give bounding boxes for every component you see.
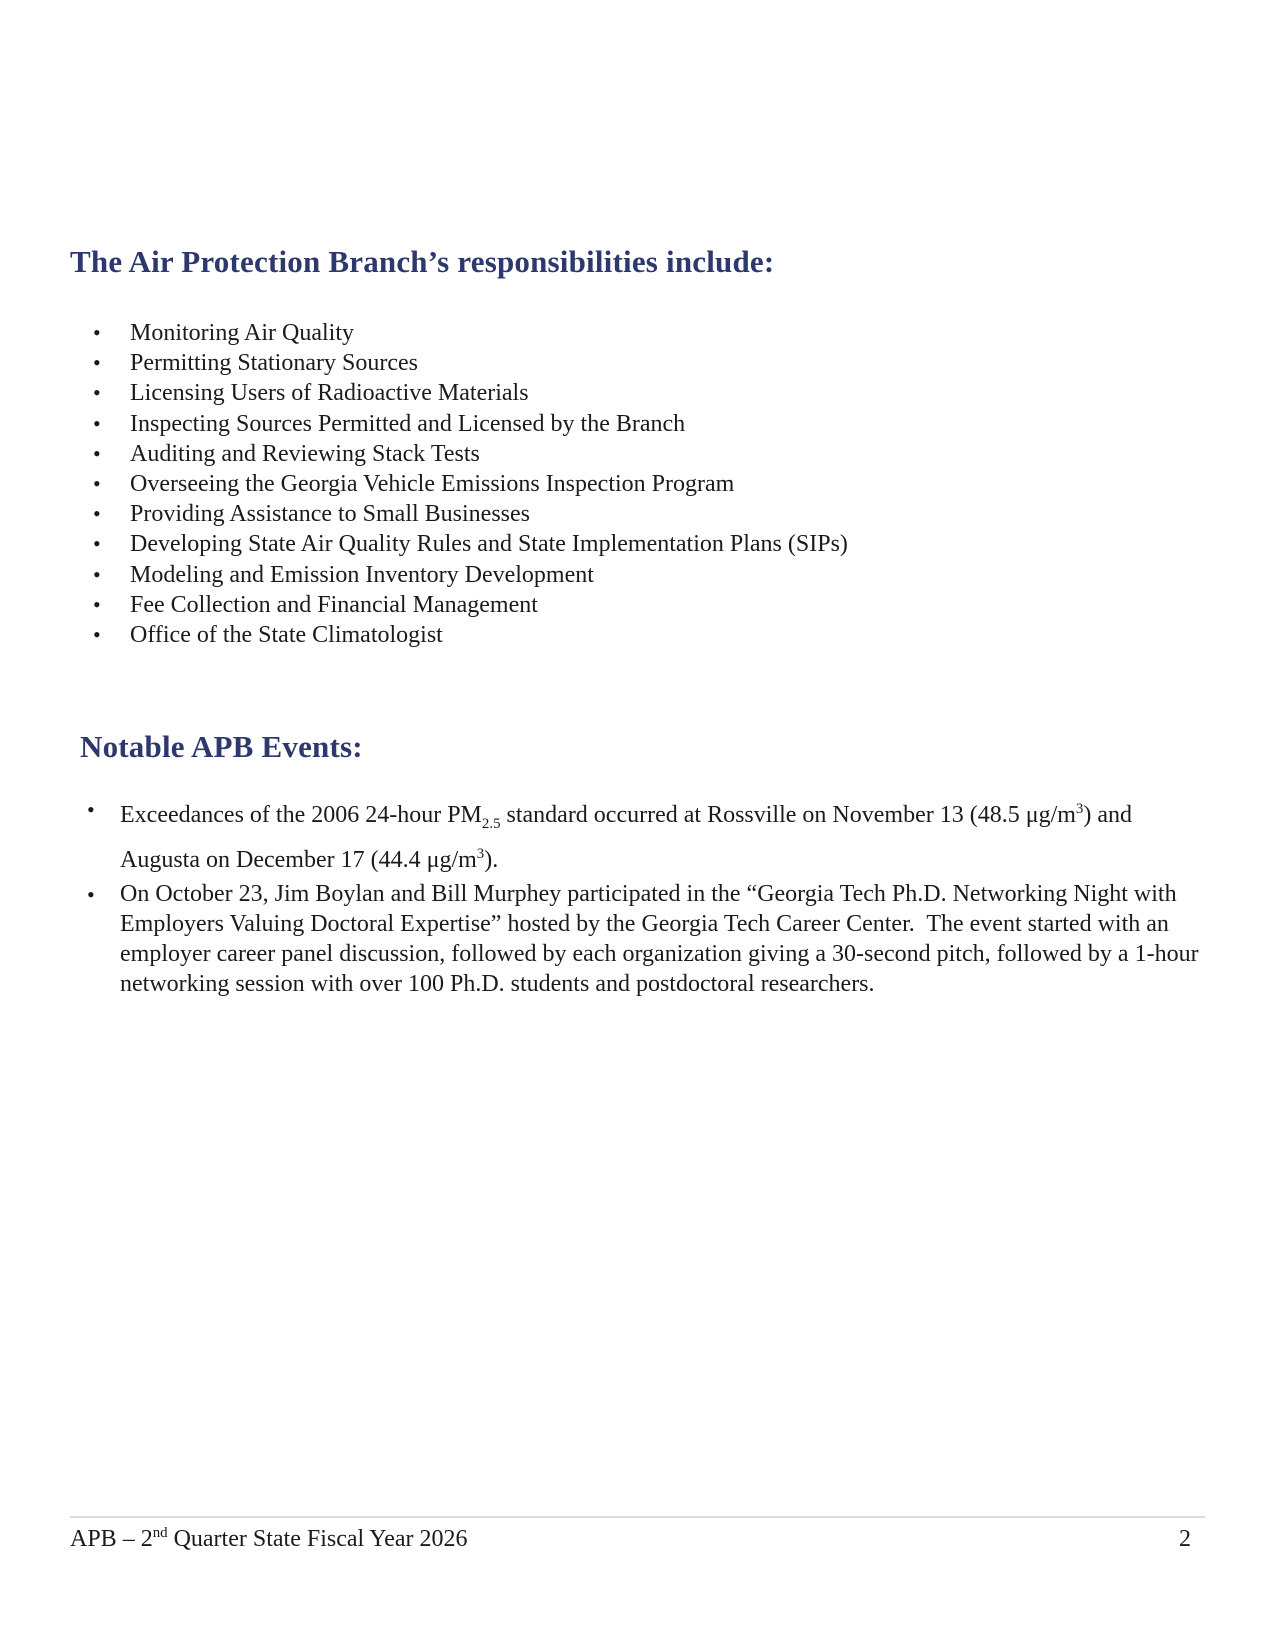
responsibilities-heading: The Air Protection Branch’s responsibilities include:	[70, 244, 775, 279]
footer-report-title: APB – 2nd Quarter State Fiscal Year 2026	[70, 1525, 468, 1552]
bullet-icon: •	[93, 410, 101, 436]
events-heading: Notable APB Events:	[80, 729, 363, 765]
page-number: 2	[1179, 1526, 1191, 1552]
responsibility-list-item	[93, 439, 1205, 469]
responsibility-text: Licensing Users of Radioactive Materials	[130, 380, 529, 407]
responsibility-text: Overseeing the Georgia Vehicle Emissions Inspection Program	[130, 471, 735, 498]
page-footer	[70, 1516, 1205, 1553]
responsibility-text: Developing State Air Quality Rules and State Implementation Plans (SIPs)	[130, 531, 848, 558]
event-list-item	[87, 795, 1205, 875]
responsibility-list-item	[93, 499, 1205, 529]
responsibility-text: Providing Assistance to Small Businesses	[130, 501, 531, 528]
responsibility-list-item	[93, 529, 1205, 559]
responsibility-list-item	[93, 620, 1205, 650]
responsibility-text: Monitoring Air Quality	[130, 320, 354, 346]
responsibility-list-item	[93, 378, 1205, 408]
responsibility-text: Fee Collection and Financial Management	[130, 591, 538, 618]
responsibility-list-item	[93, 590, 1205, 620]
responsibility-list-item	[93, 318, 1205, 348]
bullet-icon: •	[93, 501, 101, 527]
bullet-icon: •	[93, 320, 101, 345]
responsibility-list-item	[93, 409, 1205, 439]
bullet-icon: •	[93, 531, 101, 557]
responsibilities-list	[70, 318, 1205, 650]
responsibility-list-item	[93, 348, 1205, 378]
responsibility-text: Office of the State Climatologist	[130, 622, 443, 649]
responsibility-list-item	[93, 469, 1205, 499]
event-list-item	[87, 880, 1205, 999]
responsibility-text: Inspecting Sources Permitted and Licensed by the Branch	[130, 410, 686, 437]
events-list	[70, 795, 1205, 999]
bullet-icon: •	[93, 561, 101, 587]
bullet-icon: •	[87, 882, 95, 908]
bullet-icon: •	[93, 471, 101, 497]
event-text: Exceedances of the 2006 24-hour $PM_{2.5}$ standard occurred at Rossville on November 13 (48.5 $\mu g/m^3$) and Augusta on December 17 (44.4 $\mu g/m^3$).	[120, 801, 1137, 873]
responsibility-list-item	[93, 560, 1205, 590]
bullet-icon: •	[93, 622, 101, 648]
bullet-icon: •	[93, 380, 101, 406]
bullet-icon: •	[93, 350, 101, 376]
event-text: On October 23, Jim Boylan and Bill Murphey participated in the “Georgia Tech Ph.D. Networking Night with Employers Valuing Doctoral Expertise” hosted by the Georgia Tech Career Center. The event started with an employer career panel discussion, followed by each organization giving a 30-second pitch, followed by a 1-hour networking session with over 100 Ph.D. students and postdoctoral researchers.	[120, 881, 1205, 997]
bullet-icon: •	[87, 797, 95, 823]
bullet-icon: •	[93, 591, 101, 617]
responsibility-text: Auditing and Reviewing Stack Tests	[130, 440, 480, 467]
responsibility-text: Permitting Stationary Sources	[130, 350, 418, 377]
bullet-icon: •	[93, 440, 101, 466]
responsibility-text: Modeling and Emission Inventory Development	[130, 561, 594, 588]
